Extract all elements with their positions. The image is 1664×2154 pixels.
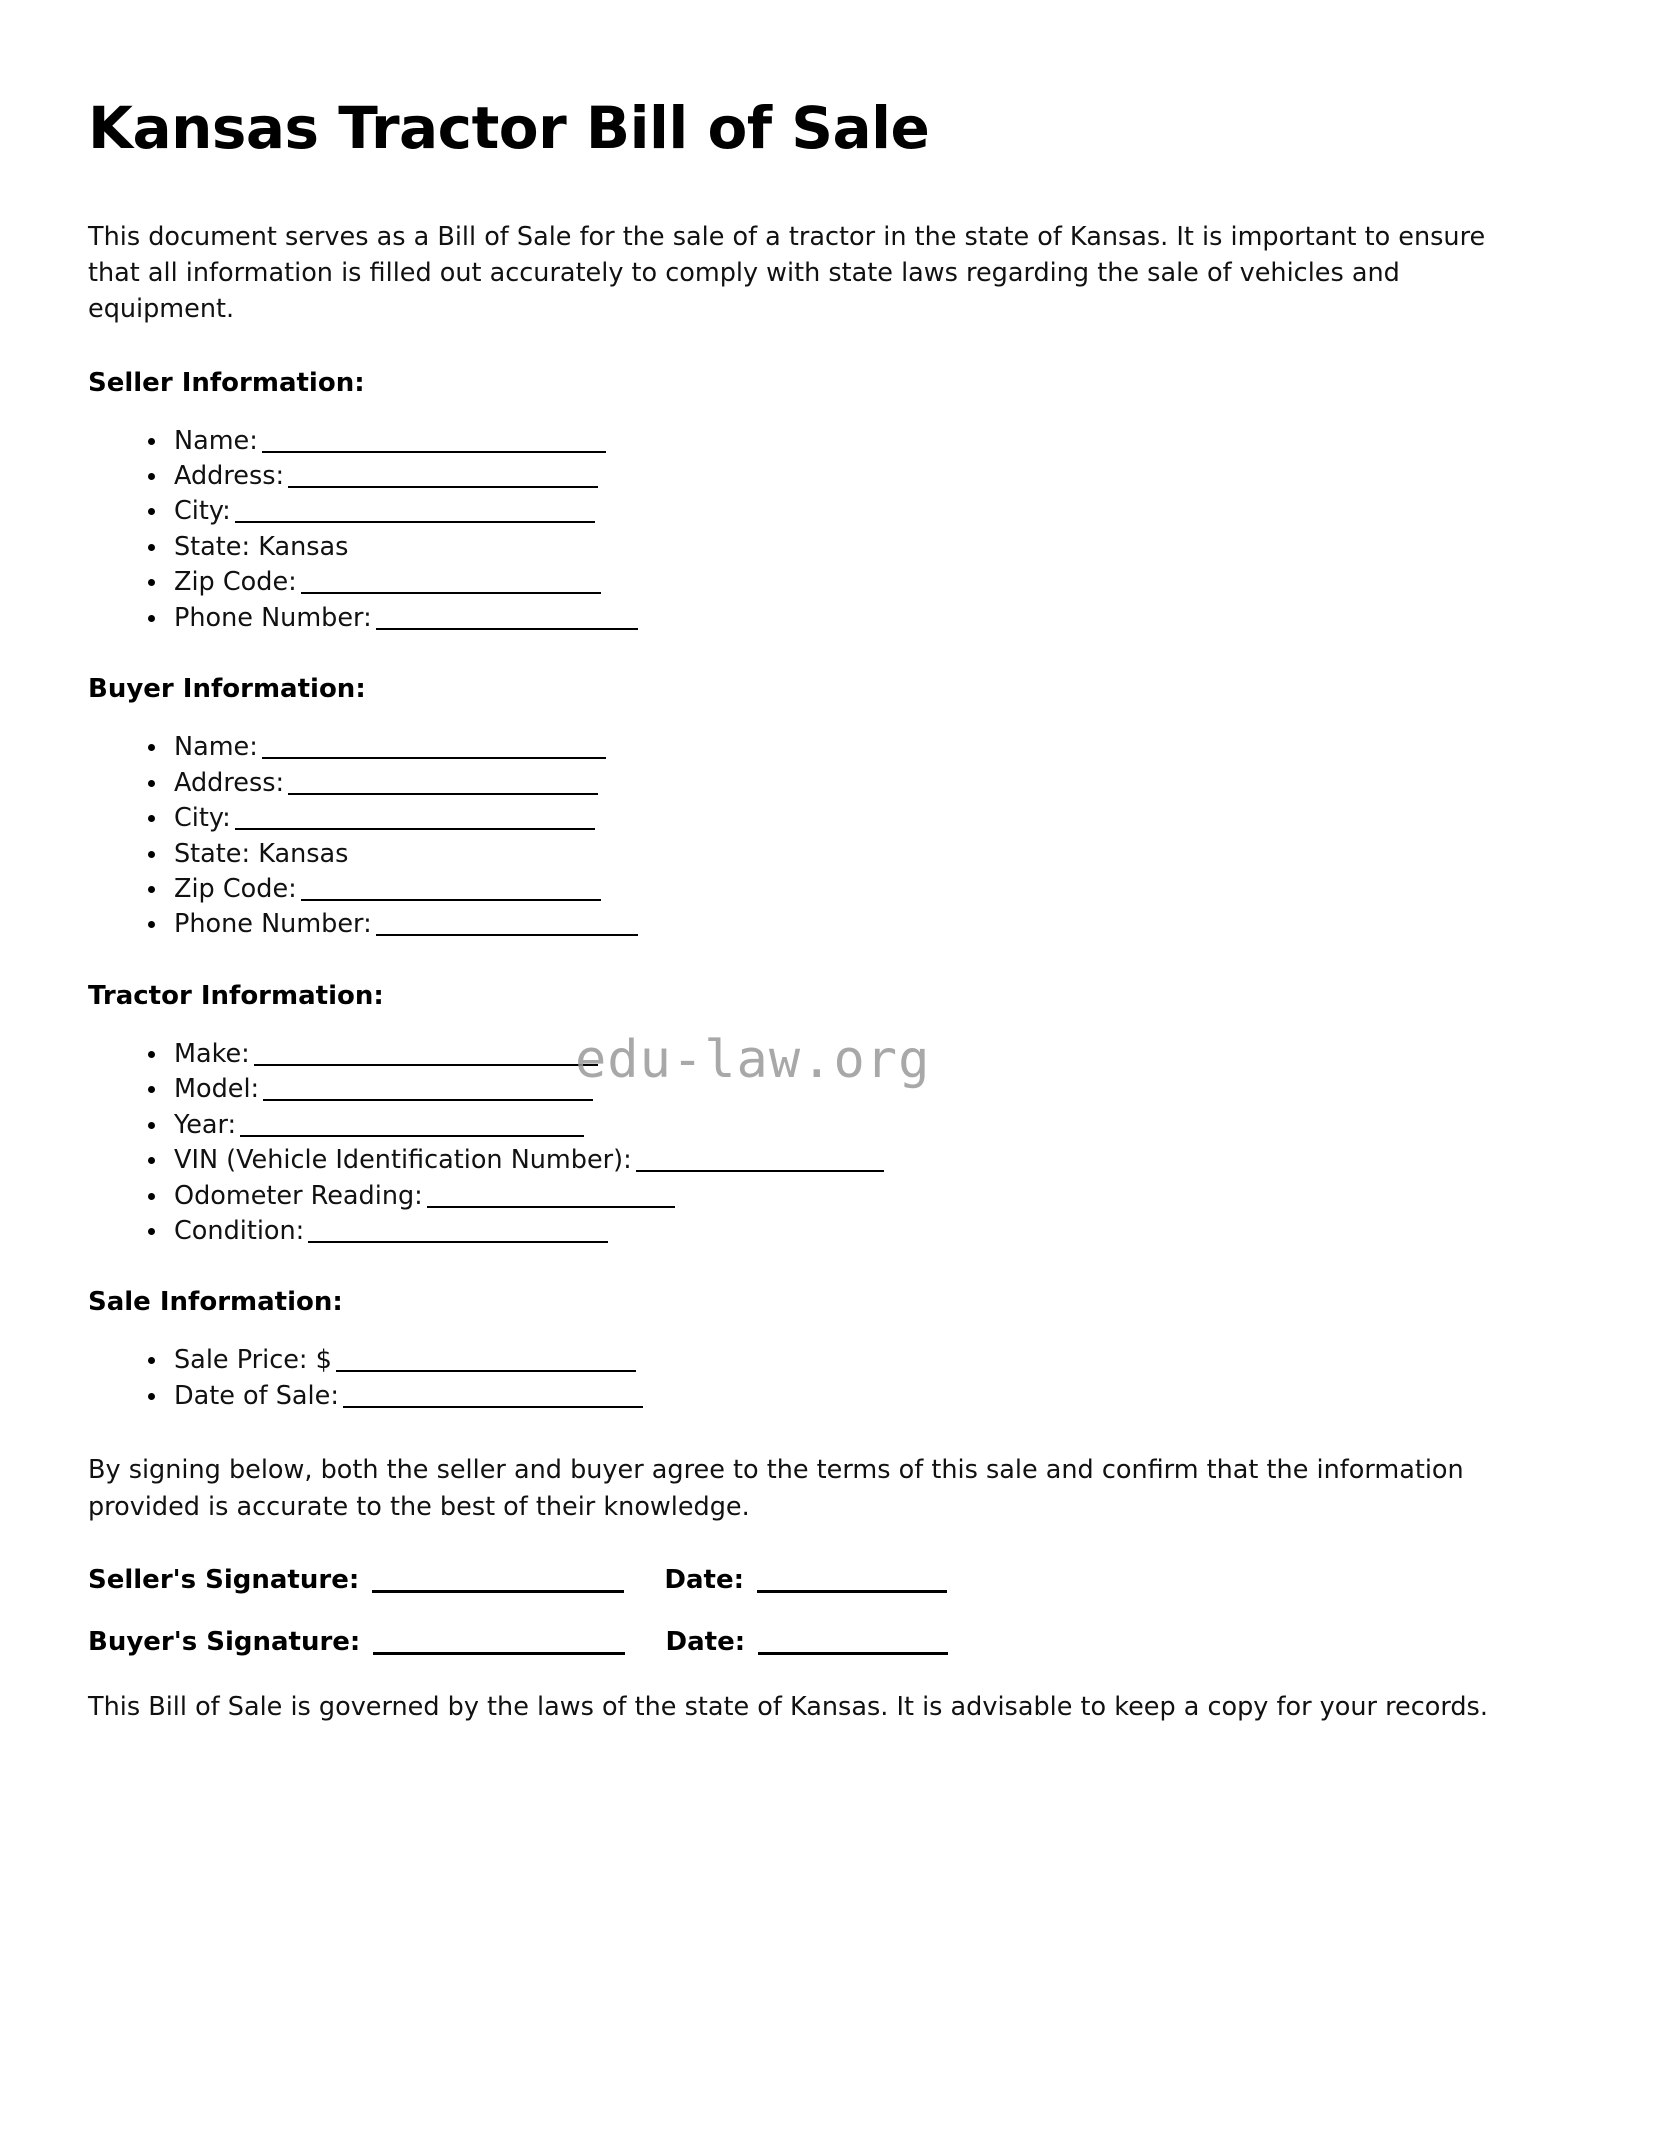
field-blank-line[interactable] bbox=[262, 430, 606, 453]
tractor-fields-list bbox=[88, 1037, 1536, 1250]
field-value: Kansas bbox=[250, 838, 349, 869]
buyer-information-heading: Buyer Information: bbox=[88, 674, 366, 705]
field-label: City: bbox=[174, 496, 231, 527]
field-blank-line[interactable] bbox=[376, 607, 638, 630]
form-field-row bbox=[140, 907, 1536, 942]
field-label: Make: bbox=[174, 1038, 250, 1069]
buyer-date-label: Date: bbox=[665, 1626, 746, 1657]
seller-date-label: Date: bbox=[664, 1564, 745, 1595]
field-blank-line[interactable] bbox=[343, 1385, 643, 1408]
field-blank-line[interactable] bbox=[308, 1220, 608, 1243]
form-field-row bbox=[140, 601, 1536, 636]
form-field-row bbox=[140, 730, 1536, 765]
form-field-row bbox=[140, 1379, 1536, 1414]
field-blank-line[interactable] bbox=[235, 500, 595, 523]
field-blank-line[interactable] bbox=[636, 1149, 884, 1172]
field-label: Model: bbox=[174, 1074, 260, 1105]
seller-signature-blank[interactable] bbox=[372, 1569, 624, 1593]
field-blank-line[interactable] bbox=[262, 736, 606, 759]
buyer-signature-blank[interactable] bbox=[373, 1631, 625, 1655]
buyer-date-blank[interactable] bbox=[758, 1631, 948, 1655]
form-field-row bbox=[140, 1037, 1536, 1072]
field-label: Sale Price: $ bbox=[174, 1345, 332, 1376]
form-field-row bbox=[140, 1143, 1536, 1178]
sale-information-heading: Sale Information: bbox=[88, 1287, 343, 1318]
form-field-row bbox=[140, 459, 1536, 494]
field-blank-line[interactable] bbox=[240, 1114, 584, 1137]
field-label: VIN (Vehicle Identification Number): bbox=[174, 1145, 632, 1176]
field-label: Phone Number: bbox=[174, 909, 372, 940]
field-blank-line[interactable] bbox=[301, 571, 601, 594]
field-blank-line[interactable] bbox=[288, 772, 598, 795]
buyer-fields-list bbox=[88, 730, 1536, 943]
field-label: Zip Code: bbox=[174, 567, 297, 598]
form-field-row bbox=[140, 530, 1536, 565]
form-field-row bbox=[140, 872, 1536, 907]
governing-law-paragraph: This Bill of Sale is governed by the laws of the state of Kansas. It is advisable to keep a copy for your records. bbox=[88, 1691, 1488, 1722]
field-label: Address: bbox=[174, 461, 285, 491]
form-field-row bbox=[140, 837, 1536, 872]
site-watermark: edu-law.org bbox=[575, 1030, 931, 1090]
seller-information-heading: Seller Information: bbox=[88, 367, 365, 398]
buyer-signature-label: Buyer's Signature: bbox=[88, 1626, 361, 1657]
field-blank-line[interactable] bbox=[235, 807, 595, 830]
form-field-row bbox=[140, 1108, 1536, 1143]
form-field-row bbox=[140, 1343, 1536, 1378]
intro-paragraph: This document serves as a Bill of Sale for the sale of a tractor in the state of Kansas. It is important to ensure that all information is filled out accurately to comply with state laws regarding the sale of vehicles and equipment. bbox=[88, 221, 1486, 325]
seller-fields-list bbox=[88, 424, 1536, 637]
field-label: Name: bbox=[174, 425, 258, 456]
form-field-row bbox=[140, 766, 1536, 801]
field-label: State: bbox=[174, 838, 251, 869]
field-value: Kansas bbox=[250, 531, 349, 562]
form-field-row bbox=[140, 1214, 1536, 1249]
field-blank-line[interactable] bbox=[376, 913, 638, 936]
field-label: Phone Number: bbox=[174, 602, 372, 633]
form-field-row bbox=[140, 494, 1536, 529]
field-label: Odometer Reading: bbox=[174, 1180, 423, 1211]
field-label: State: bbox=[174, 531, 251, 562]
form-field-row bbox=[140, 1072, 1536, 1107]
seller-signature-label: Seller's Signature: bbox=[88, 1564, 360, 1595]
field-label: Condition: bbox=[174, 1216, 305, 1246]
field-blank-line[interactable] bbox=[254, 1043, 598, 1066]
form-field-row bbox=[140, 565, 1536, 600]
field-label: Name: bbox=[174, 732, 258, 763]
field-label: Date of Sale: bbox=[174, 1380, 339, 1411]
form-field-row bbox=[140, 1179, 1536, 1214]
seller-date-blank[interactable] bbox=[757, 1569, 947, 1593]
form-field-row bbox=[140, 801, 1536, 836]
field-blank-line[interactable] bbox=[336, 1349, 636, 1372]
sale-fields-list bbox=[88, 1343, 1536, 1414]
seller-signature-row bbox=[88, 1565, 1536, 1595]
field-blank-line[interactable] bbox=[427, 1185, 675, 1208]
field-label: Year: bbox=[174, 1109, 237, 1140]
field-label: Zip Code: bbox=[174, 873, 297, 904]
page-title: Kansas Tractor Bill of Sale bbox=[88, 94, 930, 162]
tractor-information-heading: Tractor Information: bbox=[88, 980, 384, 1011]
field-blank-line[interactable] bbox=[263, 1078, 593, 1101]
field-blank-line[interactable] bbox=[301, 878, 601, 901]
field-blank-line[interactable] bbox=[288, 465, 598, 488]
form-field-row bbox=[140, 424, 1536, 459]
field-label: Address: bbox=[174, 767, 285, 798]
agreement-paragraph: By signing below, both the seller and buyer agree to the terms of this sale and confirm that the information provided is accurate to the best of their knowledge. bbox=[88, 1455, 1464, 1522]
buyer-signature-row bbox=[88, 1627, 1536, 1657]
field-label: City: bbox=[174, 803, 231, 834]
